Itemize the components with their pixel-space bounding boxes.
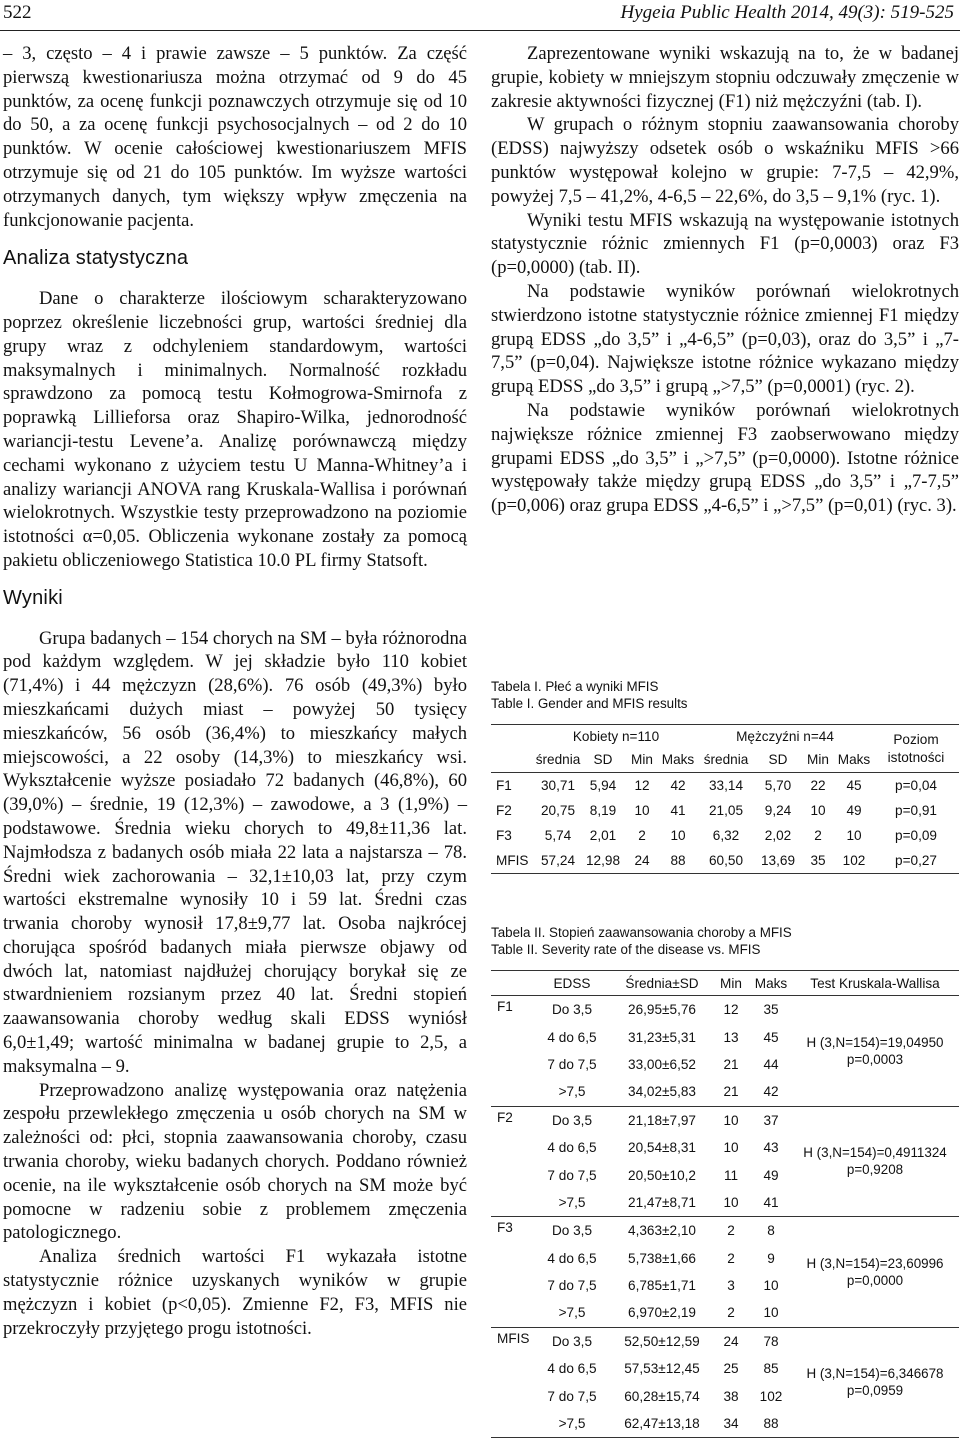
table-cell: 5,74 — [544, 828, 572, 843]
row-group-label: F1 — [497, 999, 513, 1014]
paragraph-right-1: Zaprezentowane wyniki wskazują na to, że w badanej grupie, kobiety w mniejszym stopniu odczuwały zmęczenie w zakresie aktywności fizycznej (F1) niż mężczyźni (tab. I). — [491, 43, 959, 112]
table-cell: 44 — [763, 1056, 779, 1072]
row-group-label — [491, 1272, 531, 1299]
table1-col-p: Poziom istotności — [873, 725, 959, 773]
table-cell: >7,5 — [558, 1305, 586, 1321]
table-cell: 60,28±15,74 — [624, 1388, 700, 1404]
row-label: F3 — [496, 828, 512, 843]
table-cell: 34 — [711, 1410, 751, 1438]
table-cell: 21,47±8,71 — [628, 1194, 696, 1210]
table-cell: 21 — [723, 1084, 739, 1100]
table1-subheader: SD — [581, 747, 625, 773]
table-cell: 62,47±13,18 — [613, 1410, 711, 1438]
table1-subheader: średnia — [535, 747, 581, 773]
row-group-label — [491, 1382, 531, 1409]
table-cell: 8 — [751, 1217, 791, 1245]
table2-header: Maks — [751, 971, 791, 996]
table-row — [491, 1327, 959, 1355]
row-label: F2 — [496, 803, 512, 818]
row-group-label — [491, 1245, 531, 1272]
table-row — [491, 1106, 959, 1134]
table-cell: 11 — [723, 1167, 739, 1183]
table-cell: 7 do 7,5 — [547, 1388, 597, 1404]
table-cell: >7,5 — [531, 1410, 613, 1438]
table-cell: 60,50 — [697, 848, 755, 874]
table2-header: Test Kruskala-Wallisa — [791, 971, 959, 996]
table-cell: 20,50±10,2 — [628, 1167, 696, 1183]
table-cell: 2 — [727, 1250, 735, 1266]
table-severity-mfis — [491, 970, 959, 1438]
kruskal-wallis-result: H (3,N=154)=6,346678 p=0,0959 — [791, 1327, 959, 1438]
table-cell: 10 — [670, 828, 686, 843]
paragraph-intro: – 3, często – 4 i prawie zawsze – 5 punktów. Za część pierwszą kwestionariusza można otrzymać od 9 do 45 punktów, za ocenę funkcji poznawczych otrzymuje się od 10 do 50, a za ocenę funkcji psychosocjalnych – od 2 do 10 punktów. W ocenie całościowej kwestionariuszem MFIS otrzymuje się od 21 do 105 punktów. Im wyższe wartości otrzymanych danych, tym większy wpływ zmęczenia na funkcjonowanie pacjenta. — [3, 43, 467, 231]
table-cell: 10 — [723, 1140, 739, 1156]
row-label: F1 — [496, 778, 512, 793]
table-cell: 8,19 — [589, 803, 617, 818]
table-cell: 4 do 6,5 — [547, 1140, 597, 1156]
table-cell: 34,02±5,83 — [628, 1084, 696, 1100]
row-group-label — [491, 1134, 531, 1161]
table-cell: 57,24 — [535, 848, 581, 874]
table-cell: 9 — [767, 1250, 775, 1266]
table1-group-women: Kobiety n=110 — [535, 725, 697, 748]
table-cell: 57,53±12,45 — [624, 1361, 700, 1377]
table-cell: 33,14 — [708, 778, 744, 793]
kruskal-wallis-result: H (3,N=154)=0,4911324 p=0,9208 — [791, 1106, 959, 1217]
table1-subheader: Min — [625, 747, 659, 773]
table-row — [491, 996, 959, 1024]
kruskal-wallis-result: H (3,N=154)=19,04950 p=0,0003 — [806, 1034, 944, 1067]
table-cell: 41 — [670, 803, 686, 818]
table-cell: 2 — [638, 828, 646, 843]
table-cell: 7 do 7,5 — [547, 1167, 597, 1183]
table-cell: 10 — [634, 803, 650, 818]
paragraph-statistics: Dane o charakterze ilościowym scharakteryzowano poprzez określenie liczebności grup, wartości średniej dla grupy wraz z odchyleniem standardowym, wartości maksymalnych i minimalnych. Normalność rozkładu sprawdzono za pomocą testu Kołmogrowa-Smirnofa z poprawką Lillieforsa oraz Shapiro-Wilka, jednorodność wariancji-testu Levene’a. Analizę porównawczą między cechami wykonano z użyciem testu U Manna-Whitney’a i analizy wariancji ANOVA rang Kruskala-Wallisa i porównań wielokrotnych. Wszystkie testy przeprowadzono na poziomie istotności α=0,05. Obliczenia wykonane zostały za pomocą pakietu obliczeniowego Statistica 10.0 PL firmy Statsoft. — [3, 288, 467, 571]
table-cell: 20,54±8,31 — [628, 1140, 696, 1156]
table-cell: 24 — [711, 1327, 751, 1355]
table-cell: Do 3,5 — [531, 1106, 613, 1134]
table-cell: 85 — [763, 1361, 779, 1377]
table-cell: 5,738±1,66 — [628, 1250, 696, 1266]
table1-group-men: Mężczyźni n=44 — [697, 725, 873, 748]
table2-caption-pl: Tabela II. Stopień zaawansowania choroby a MFIS — [491, 925, 792, 940]
table-cell: 10 — [723, 1194, 739, 1210]
table-cell: 3 — [727, 1278, 735, 1294]
table-cell: 10 — [846, 828, 862, 843]
section-heading-results: Wyniki — [3, 586, 63, 609]
table-cell: 4 do 6,5 — [547, 1361, 597, 1377]
table-cell: 35 — [763, 1002, 779, 1018]
table-cell: 2 — [727, 1305, 735, 1321]
table-cell: 43 — [763, 1140, 779, 1156]
table-cell: 4 do 6,5 — [547, 1029, 597, 1045]
table-cell: 2 — [711, 1217, 751, 1245]
paragraph-right-5: Na podstawie wyników porównań wielokrotnych największe różnice zmiennej F3 zaobserwowano między grupami EDSS „do 3,5” i „>7,5” (p=0,0000). Istotne różnice występowały także między grupą EDSS „do 3,5” i „7-7,5” (p=0,006) oraz grupa EDSS „4-6,5” i „>7,5” (p=0,01) (ryc. 3). — [491, 399, 959, 517]
table-gender-mfis — [491, 724, 959, 874]
table-cell: 88 — [751, 1410, 791, 1438]
table-cell: 38 — [723, 1388, 739, 1404]
table-cell: 2,02 — [764, 828, 792, 843]
table-cell: 31,23±5,31 — [628, 1029, 696, 1045]
table-cell: 41 — [763, 1194, 779, 1210]
paragraph-right-2: W grupach o różnym stopniu zaawansowania choroby (EDSS) najwyższy odsetek osób o wskaźniku MFIS >66 punktów występował kolejno w grupie: 7-7,5 – 42,9%, powyżej 7,5 – 41,2%, 4-6,5 – 22,6%, do 3,5 – 9,1% (ryc. 1). — [491, 114, 959, 207]
paragraph-right-3: Wyniki testu MFIS wskazują na występowanie istotnych statystycznie różnic zmiennych F1 (p=0,0003) oraz F3 (p=0,0000) (tab. II). — [491, 209, 959, 279]
table2-header: Min — [711, 971, 751, 996]
row-group-label — [491, 1299, 531, 1327]
table-cell: 52,50±12,59 — [613, 1327, 711, 1355]
table-cell: 2,01 — [589, 828, 617, 843]
right-column — [491, 42, 959, 518]
table-cell: Do 3,5 — [551, 1002, 593, 1018]
table-cell: 6,32 — [712, 828, 740, 843]
kruskal-wallis-result: H (3,N=154)=23,60996 p=0,0000 — [791, 1217, 959, 1328]
table-cell: 13 — [723, 1029, 739, 1045]
table-cell: 10 — [711, 1106, 751, 1134]
table-cell: Do 3,5 — [531, 1327, 613, 1355]
section-heading-statistics: Analiza statystyczna — [3, 247, 189, 270]
table-cell: 45 — [763, 1029, 779, 1045]
table-cell: 6,970±2,19 — [628, 1305, 696, 1321]
table1-caption — [491, 678, 687, 712]
table1-subheader: Min — [801, 747, 835, 773]
table2-header: Średnia±SD — [613, 971, 711, 996]
row-group-label: F2 — [491, 1106, 531, 1134]
table-cell: 42 — [763, 1084, 779, 1100]
table1-caption-pl: Tabela I. Płeć a wyniki MFIS — [491, 679, 659, 694]
table1-subheader: SD — [755, 747, 801, 773]
table-cell: 10 — [763, 1305, 779, 1321]
table-cell: p=0,04 — [895, 778, 937, 793]
table-cell: 7 do 7,5 — [547, 1056, 597, 1072]
table-cell: 37 — [751, 1106, 791, 1134]
row-group-label: F3 — [491, 1217, 531, 1245]
row-group-label — [491, 1051, 531, 1078]
table-row — [491, 773, 959, 799]
table1-subheader: średnia — [697, 747, 755, 773]
table-cell: 49 — [763, 1167, 779, 1183]
table-cell: 12,98 — [581, 848, 625, 874]
table-cell: 21,05 — [708, 803, 744, 818]
table-row — [491, 848, 959, 874]
table-cell: 102 — [835, 848, 873, 874]
page-number: 522 — [3, 2, 32, 23]
table-cell: p=0,27 — [873, 848, 959, 874]
table1-caption-en: Table I. Gender and MFIS results — [491, 696, 688, 711]
table-cell: 10 — [763, 1278, 779, 1294]
row-group-label — [491, 1023, 531, 1050]
row-group-label — [491, 1355, 531, 1382]
table1-subheader: Maks — [835, 747, 873, 773]
table-cell: 78 — [751, 1327, 791, 1355]
table-row — [491, 798, 959, 823]
table2-header: EDSS — [531, 971, 613, 996]
row-label: MFIS — [491, 848, 535, 874]
table-cell: 45 — [846, 778, 862, 793]
paragraph-results-3: Analiza średnich wartości F1 wykazała istotne statystycznie różnice uzyskanych wyników w grupie mężczyzn i kobiet (p<0,05). Zmienne F2, F3, MFIS nie przekroczyły przyjętego progu istotności. — [3, 1246, 467, 1339]
table-cell: 12 — [634, 778, 650, 793]
table-cell: 88 — [659, 848, 697, 874]
table2-caption — [491, 924, 792, 958]
table-cell: 25 — [723, 1361, 739, 1377]
table-row — [491, 823, 959, 848]
paragraph-results-2: Przeprowadzono analizę występowania oraz natężenia zespołu przewlekłego zmęczenia u osób chorych na SM w zależności od: płci, stopnia zaawansowania choroby, czasu trwania choroby, wieku badanych chorych. Poddano również ocenie, na ile wykształcenie osób chorych na SM może być pomocne w radzeniu sobie z problemem zmęczenia patologicznego. — [3, 1079, 467, 1244]
table-cell: 35 — [801, 848, 835, 874]
table-cell: 20,75 — [540, 803, 576, 818]
table-cell: p=0,91 — [895, 803, 937, 818]
paragraph-results-1: Grupa badanych – 154 chorych na SM – była różnorodna pod każdym względem. W jej składzie było 110 kobiet (71,4%) i 44 mężczyzn (28,6%). 76 osób (49,3%) było mieszkańcami dużych miast – powyżej 50 tysięcy mieszkańców, 56 osób (36,4%) to mieszkańcy małych miejscowości, a 22 osoby (14,3%) to mieszkańcy wsi. Wykształcenie wyższe posiadało 72 badanych (46,8%), 60 (39,0%) – średnie, 19 (12,3%) – zawodowe, a 3 (1,9%) – podstawowe. Średnia wieku chorych to 49,8±11,36 lat. Najmłodsza z badanych osób miała 22 lata a najstarsza – 78. Średni wiek zachorowania – 32,1±10,03 lat, przy czym wartości ekstremalne wynosiły 10 i 59 lat. Średni czas trwania choroby wynosił 17,8±9,77 lat. Osoba najkrócej chorująca spośród badanych miała pierwsze objawy od dwóch lat, natomiast najdłużej chorujący borykał się ze stwardnieniem rozsianym przez 40 lat. Średni stopień zaawansowania choroby według skali EDSS wyniósł 6,0±1,49; wartość minimalna w badanej grupie to 2,5, a maksymalna – 9. — [3, 627, 467, 1077]
table-cell: 7 do 7,5 — [547, 1278, 597, 1294]
table-cell: 21,18±7,97 — [613, 1106, 711, 1134]
table-cell: >7,5 — [558, 1194, 586, 1210]
row-group-label — [491, 1410, 531, 1438]
table-cell: 2 — [814, 828, 822, 843]
paragraph-right-4: Na podstawie wyników porównań wielokrotnych stwierdzono istotne statystycznie różnice zmiennej F1 między grupą EDSS „do 3,5” i „4-6,5” (p=0,03), oraz do 3,5” i „7-7,5” (p=0,04). Największe istotne różnice wykazano między grupą EDSS „do 3,5” i grupą „>7,5” (p=0,0001) (ryc. 2). — [491, 280, 959, 398]
table-cell: 26,95±5,76 — [628, 1002, 696, 1018]
table-cell: 21 — [723, 1056, 739, 1072]
table-cell: p=0,09 — [895, 828, 937, 843]
row-group-label: MFIS — [491, 1327, 531, 1355]
table-cell: 22 — [810, 778, 826, 793]
table-cell: 49 — [846, 803, 862, 818]
table2-caption-en: Table II. Severity rate of the disease vs. MFIS — [491, 942, 761, 957]
journal-citation: Hygeia Public Health 2014, 49(3): 519-525 — [620, 2, 954, 23]
table-cell: 30,71 — [540, 778, 576, 793]
table-cell: 5,70 — [764, 778, 792, 793]
table-row — [491, 1217, 959, 1245]
row-group-label — [491, 1078, 531, 1106]
left-column — [3, 42, 467, 1340]
table-cell: 42 — [670, 778, 686, 793]
table-cell: 12 — [723, 1002, 739, 1018]
page-header — [0, 0, 960, 31]
row-group-label — [491, 1189, 531, 1217]
table-cell: 102 — [759, 1388, 783, 1404]
table2-header — [491, 971, 531, 996]
table-cell: 24 — [625, 848, 659, 874]
table-cell: 4,363±2,10 — [613, 1217, 711, 1245]
table1-subheader: Maks — [659, 747, 697, 773]
table-cell: 6,785±1,71 — [628, 1278, 696, 1294]
table-cell: 4 do 6,5 — [547, 1250, 597, 1266]
table-cell: Do 3,5 — [531, 1217, 613, 1245]
table-cell: 33,00±6,52 — [628, 1056, 696, 1072]
table-cell: 13,69 — [755, 848, 801, 874]
row-group-label — [491, 1161, 531, 1188]
table-cell: >7,5 — [558, 1084, 586, 1100]
table-cell: 5,94 — [589, 778, 617, 793]
table-cell: 9,24 — [764, 803, 792, 818]
table-cell: 10 — [810, 803, 826, 818]
